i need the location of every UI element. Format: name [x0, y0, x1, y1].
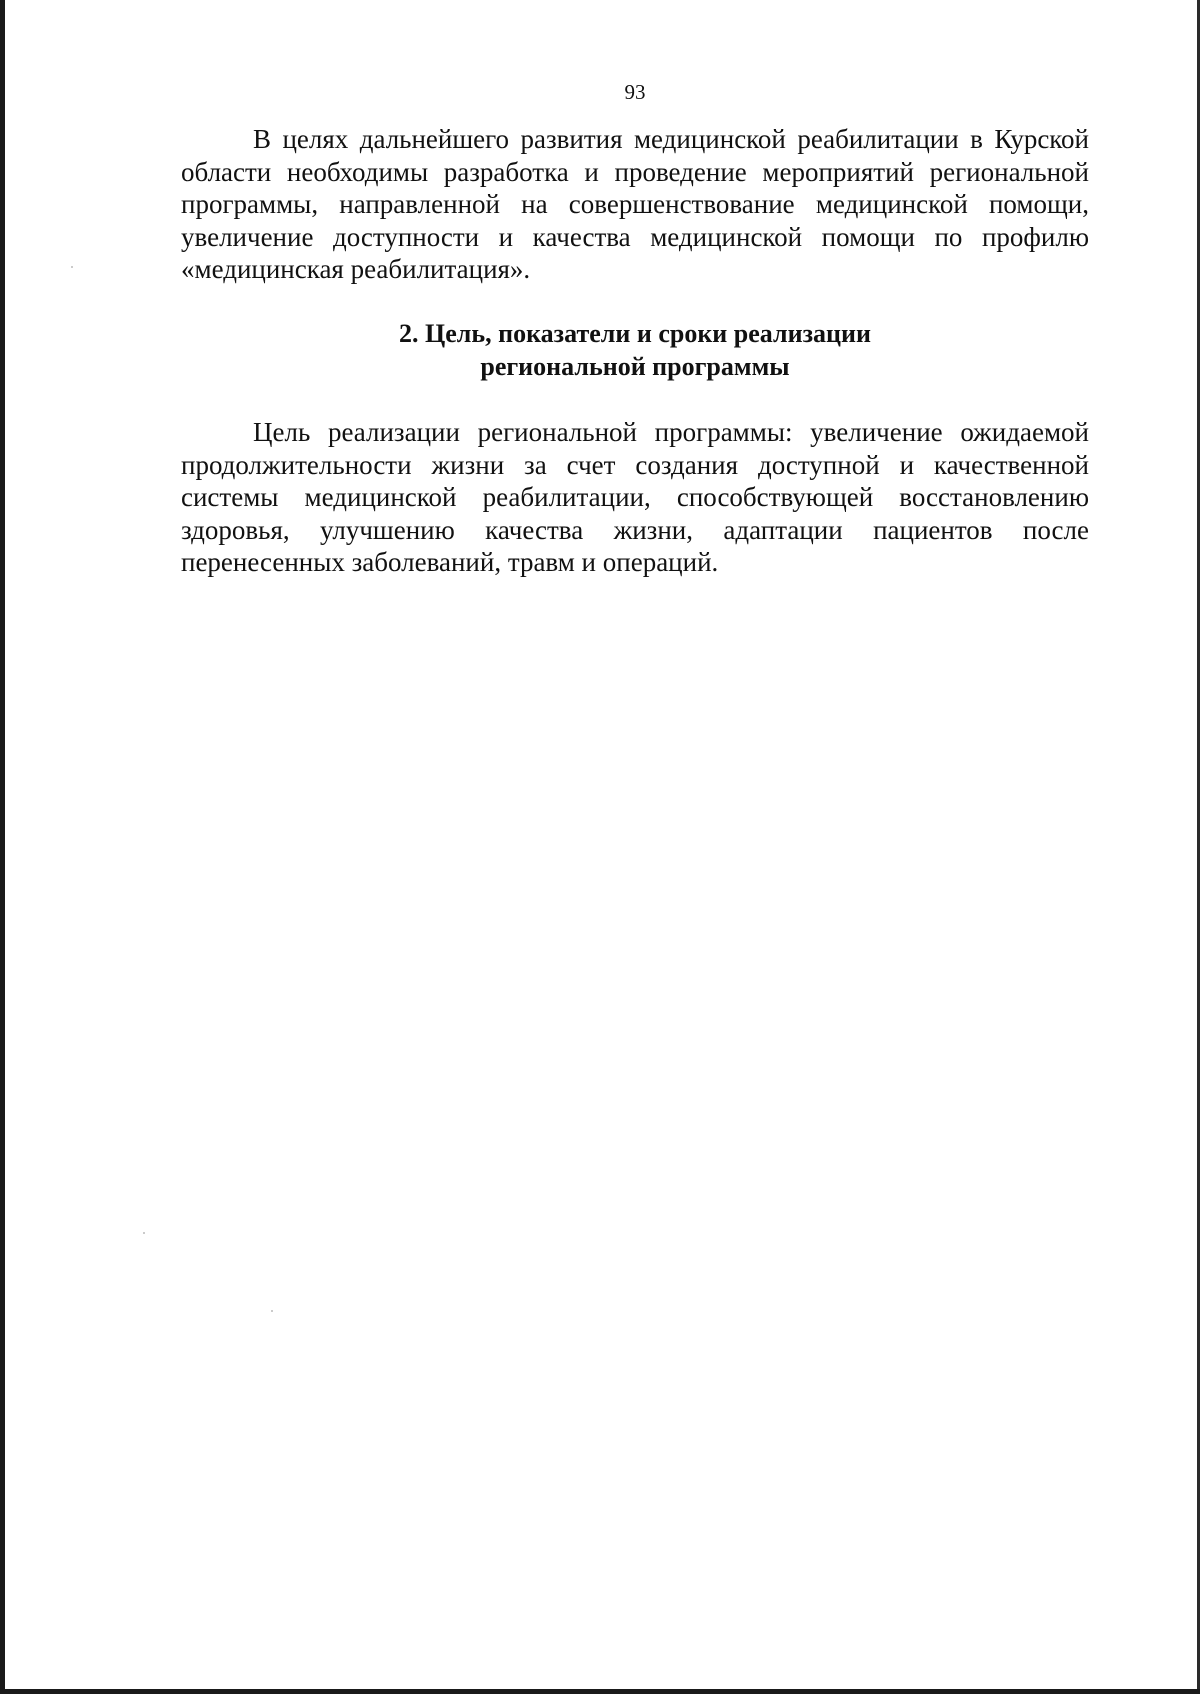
scan-edge-left [0, 0, 5, 1694]
goal-paragraph: Цель реализации региональной программы: увеличение ожидаемой продолжительности жизни за счет создания доступной и качественной системы медицинской реабилитации, способствующей восстановлению здоровья, улучшению качества жизни, адаптации пациентов после перенесенных заболеваний, травм и операций. [181, 417, 1089, 577]
section-heading-line-2: региональной программы [480, 352, 790, 381]
scan-edge-bottom [0, 1689, 1200, 1694]
intro-paragraph: В целях дальнейшего развития медицинской реабилитации в Курской области необходимы разработка и проведение мероприятий региональной программы, направленной на совершенствование медицинской помощи, увеличение доступности и качества медицинской помощи по профилю «медицинская реабилитация». [181, 124, 1089, 284]
scan-speck [71, 266, 73, 268]
page-number: 93 [624, 80, 646, 104]
scan-speck [143, 1232, 145, 1234]
section-heading [181, 317, 1089, 383]
section-heading-line-1: 2. Цель, показатели и сроки реализации [399, 319, 871, 348]
scan-speck [271, 1310, 273, 1312]
